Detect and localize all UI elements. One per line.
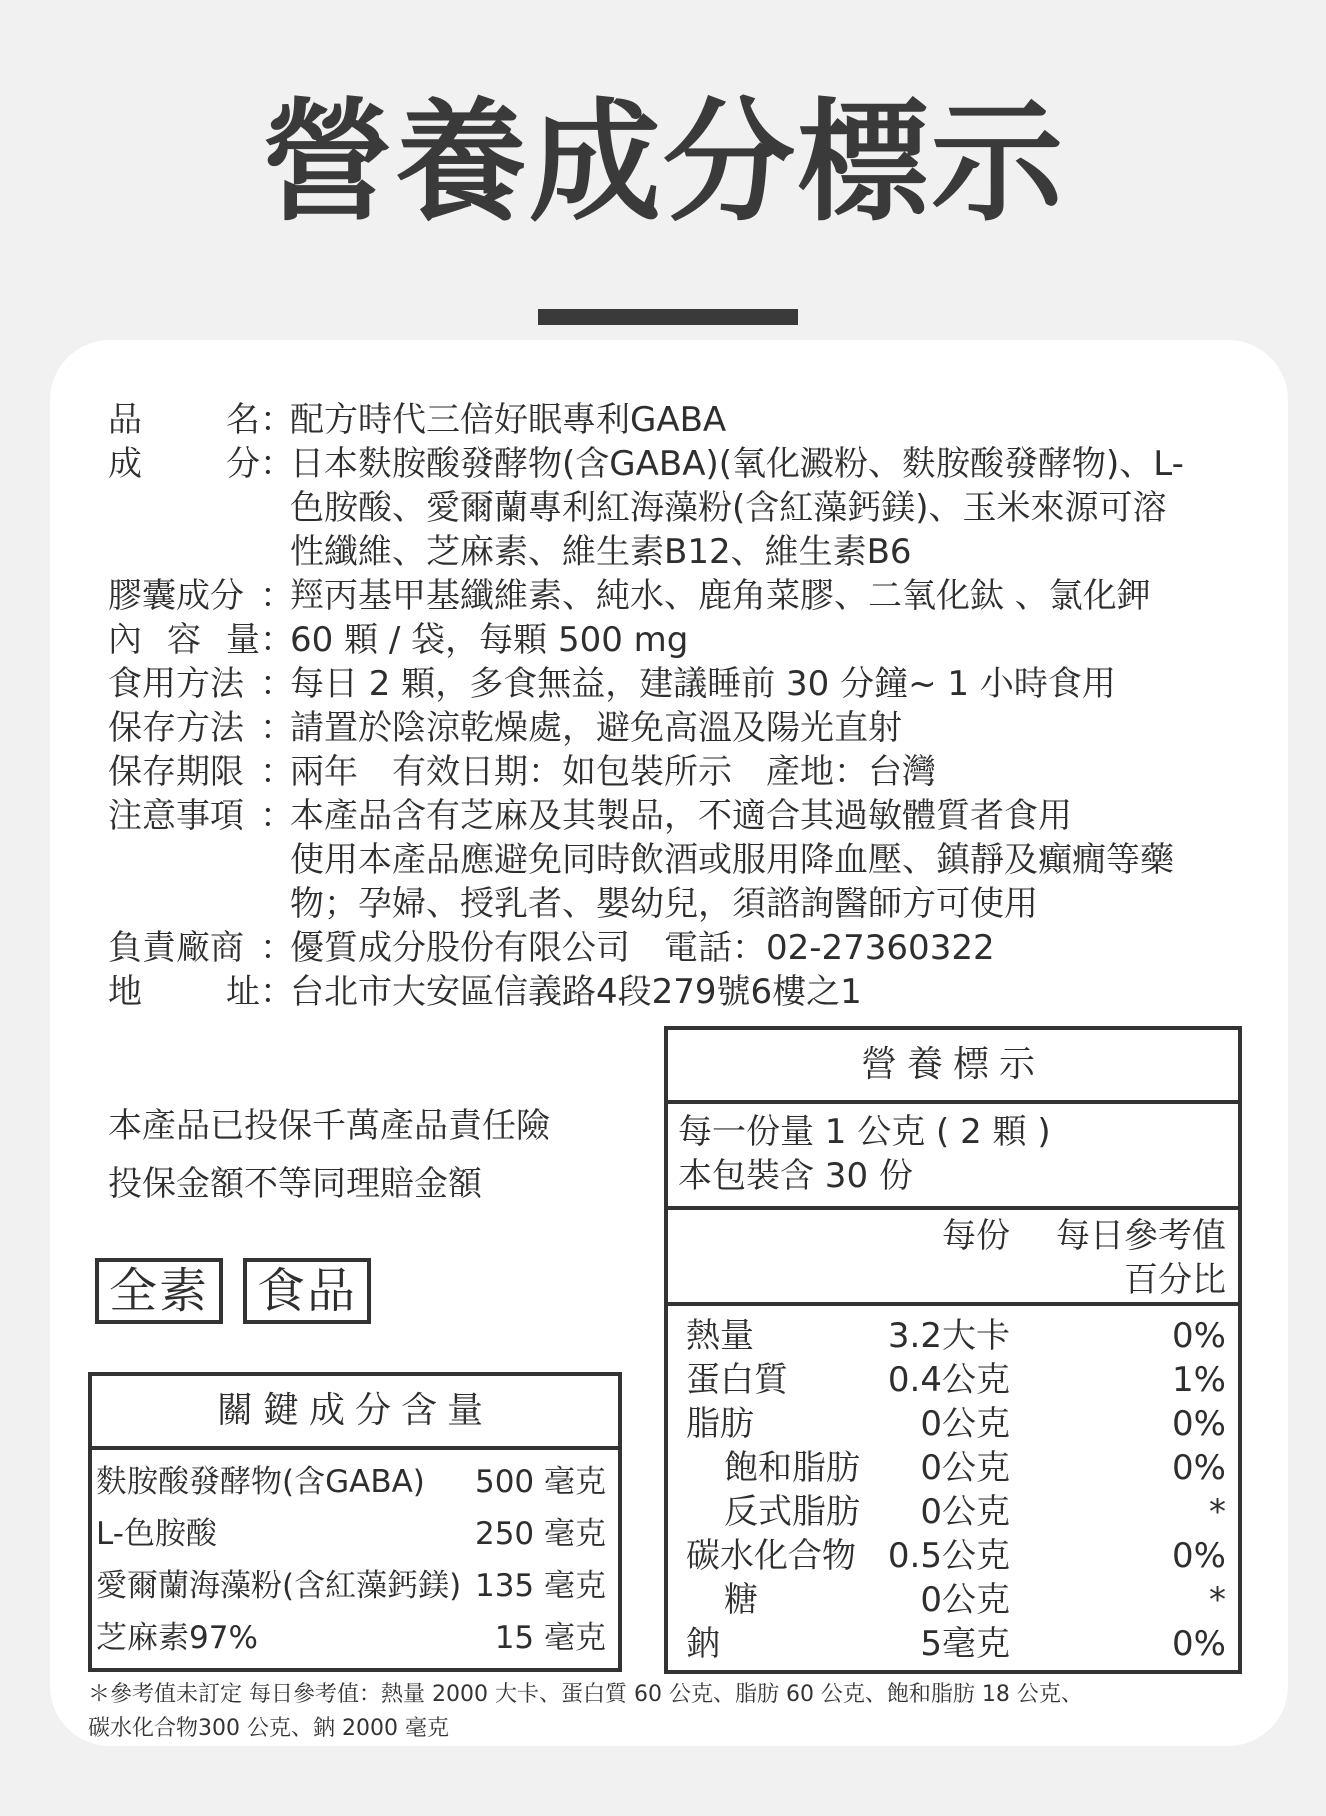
key-ingredients-title: 關鍵成分含量: [92, 1376, 618, 1450]
info-value-line: 請置於陰涼乾燥處，避免高溫及陽光直射: [290, 708, 902, 748]
info-value-line: 每日 2 顆，多食無益，建議睡前 30 分鐘~ 1 小時食用: [290, 664, 1116, 704]
ingredient-name: 麩胺酸發酵物(含GABA): [96, 1464, 425, 1500]
footnote-line: ＊參考值未訂定 每日參考值：熱量 2000 大卡、蛋白質 60 公克、脂肪 60 公克、飽和脂肪 18 公克、: [88, 1682, 1083, 1707]
info-value-line: 兩年 有效日期：如包裝所示 產地：台灣: [290, 752, 936, 792]
info-value-line: 60 顆 / 袋，每顆 500 mg: [290, 620, 689, 660]
info-row: [108, 618, 1268, 662]
footnote-line: 碳水化合物300 公克、鈉 2000 毫克: [88, 1716, 449, 1741]
per-serving-header: 每份: [942, 1216, 1010, 1256]
nutrient-percent: 0%: [1172, 1624, 1226, 1664]
nutrient-value: 0.4公克: [887, 1360, 1010, 1400]
info-value: [290, 706, 1268, 750]
nutrient-value: 5毫克: [920, 1624, 1010, 1664]
info-row: [108, 970, 1268, 1014]
product-info-list: [108, 398, 1268, 1014]
nutrient-name: 鈉: [686, 1624, 720, 1664]
info-value-line: 物；孕婦、授乳者、嬰幼兒，須諮詢醫師方可使用: [290, 884, 1038, 924]
ingredient-name: 愛爾蘭海藻粉(含紅藻鈣鎂): [96, 1568, 462, 1604]
nutrient-percent: 0%: [1172, 1536, 1226, 1576]
nutrient-name: 糖: [724, 1580, 758, 1620]
info-colon: ：: [260, 444, 294, 484]
info-value-line: 日本麩胺酸發酵物(含GABA)(氧化澱粉、麩胺酸發酵物)、L-: [290, 444, 1184, 484]
info-row: [108, 442, 1268, 574]
info-label: 膠囊成分: [108, 576, 244, 616]
nutrition-table: [664, 1026, 1242, 1674]
nutrition-column-headers: [668, 1210, 1238, 1306]
daily-value-header-line: 百分比: [1124, 1260, 1226, 1300]
info-value-line: 色胺酸、愛爾蘭專利紅海藻粉(含紅藻鈣鎂)、玉米來源可溶: [290, 488, 1167, 528]
info-value: [290, 442, 1268, 574]
ingredient-amount: 15 毫克: [494, 1620, 606, 1656]
info-value-line: 本產品含有芝麻及其製品，不適合其過敏體質者食用: [290, 796, 1072, 836]
nutrition-row: [668, 1490, 1238, 1534]
info-row: [108, 794, 1268, 926]
page-title: 營養成分標示: [261, 86, 1065, 240]
nutrition-row: [668, 1358, 1238, 1402]
nutrient-name: 脂肪: [686, 1404, 754, 1444]
nutrition-row: [668, 1622, 1238, 1666]
info-label: 食用方法: [108, 664, 244, 704]
insurance-line: 本產品已投保千萬產品責任險: [108, 1106, 550, 1146]
info-label: 成 分: [108, 444, 260, 484]
info-row: [108, 750, 1268, 794]
info-colon: ：: [260, 796, 294, 836]
daily-value-header-line: 每日參考值: [1056, 1216, 1226, 1256]
info-row: [108, 662, 1268, 706]
info-colon: ：: [260, 752, 294, 792]
info-value-line: 羥丙基甲基纖維素、純水、鹿角菜膠、二氧化鈦 、氯化鉀: [290, 576, 1151, 616]
nutrient-value: 0公克: [920, 1448, 1010, 1488]
nutrient-percent: 0%: [1172, 1316, 1226, 1356]
nutrition-row: [668, 1402, 1238, 1446]
servings-per-pack: 本包裝含 30 份: [678, 1156, 913, 1196]
nutrient-value: 0公克: [920, 1404, 1010, 1444]
info-row: [108, 706, 1268, 750]
ingredient-amount: 135 毫克: [474, 1568, 606, 1604]
nutrient-percent: *: [1209, 1492, 1226, 1532]
nutrition-row: [668, 1578, 1238, 1622]
nutrition-row: [668, 1446, 1238, 1490]
info-colon: ：: [260, 664, 294, 704]
nutrition-title: 營養標示: [668, 1030, 1238, 1104]
nutrient-percent: 0%: [1172, 1448, 1226, 1488]
info-value-line: 配方時代三倍好眠專利GABA: [290, 400, 727, 440]
ingredient-name: L-色胺酸: [96, 1516, 217, 1552]
info-value: [290, 750, 1268, 794]
insurance-line: 投保金額不等同理賠金額: [108, 1164, 482, 1204]
title-underline: [538, 309, 798, 325]
info-value-line: 性纖維、芝麻素、維生素B12、維生素B6: [290, 532, 912, 572]
info-row: [108, 926, 1268, 970]
info-value: [290, 398, 1268, 442]
info-value: [290, 926, 1268, 970]
info-value: [290, 574, 1268, 618]
info-value: [290, 794, 1268, 926]
serving-info: [668, 1104, 1238, 1210]
info-label: 注意事項: [108, 796, 244, 836]
info-label: 地 址: [108, 972, 260, 1012]
info-label: 負責廠商: [108, 928, 244, 968]
info-colon: ：: [260, 400, 294, 440]
info-value-line: 使用本產品應避免同時飲酒或服用降血壓、鎮靜及癲癇等藥: [290, 840, 1174, 880]
key-ingredient-row: [92, 1456, 618, 1508]
info-value: [290, 618, 1268, 662]
nutrient-value: 0.5公克: [887, 1536, 1010, 1576]
nutrient-name: 蛋白質: [686, 1360, 788, 1400]
key-ingredient-row: [92, 1612, 618, 1664]
info-row: [108, 574, 1268, 618]
nutrient-name: 反式脂肪: [724, 1492, 860, 1532]
info-value-line: 台北市大安區信義路4段279號6樓之1: [290, 972, 862, 1012]
nutrient-percent: 0%: [1172, 1404, 1226, 1444]
info-colon: ：: [260, 576, 294, 616]
key-ingredients-table: [88, 1372, 622, 1672]
info-label: 品 名: [108, 400, 260, 440]
badge-group: [95, 1258, 371, 1324]
label-card: [50, 340, 1288, 1746]
info-colon: ：: [260, 708, 294, 748]
footnote: [88, 1678, 1268, 1746]
info-value: [290, 662, 1268, 706]
ingredient-amount: 250 毫克: [474, 1516, 606, 1552]
nutrient-percent: 1%: [1172, 1360, 1226, 1400]
info-colon: ：: [260, 620, 294, 660]
info-colon: ：: [260, 972, 294, 1012]
nutrient-percent: *: [1209, 1580, 1226, 1620]
nutrient-value: 0公克: [920, 1492, 1010, 1532]
info-row: [108, 398, 1268, 442]
nutrient-value: 3.2大卡: [887, 1316, 1010, 1356]
info-label: 保存期限: [108, 752, 244, 792]
nutrient-name: 碳水化合物: [686, 1536, 856, 1576]
info-value-line: 優質成分股份有限公司 電話：02-27360322: [290, 928, 995, 968]
nutrition-row: [668, 1314, 1238, 1358]
nutrient-name: 熱量: [686, 1316, 754, 1356]
serving-size: 每一份量 1 公克 ( 2 顆 ): [678, 1112, 1051, 1152]
vegan-badge: 全素: [95, 1258, 223, 1324]
info-label: 內 容 量: [108, 620, 260, 660]
info-value: [290, 970, 1268, 1014]
key-ingredient-row: [92, 1560, 618, 1612]
nutrient-value: 0公克: [920, 1580, 1010, 1620]
insurance-notice: [108, 1097, 550, 1213]
nutrient-name: 飽和脂肪: [724, 1448, 860, 1488]
info-label: 保存方法: [108, 708, 244, 748]
nutrition-row: [668, 1534, 1238, 1578]
info-colon: ：: [260, 928, 294, 968]
daily-value-header: [1056, 1214, 1226, 1302]
food-badge: 食品: [243, 1258, 371, 1324]
ingredient-amount: 500 毫克: [474, 1464, 606, 1500]
ingredient-name: 芝麻素97%: [96, 1620, 258, 1656]
key-ingredient-row: [92, 1508, 618, 1560]
